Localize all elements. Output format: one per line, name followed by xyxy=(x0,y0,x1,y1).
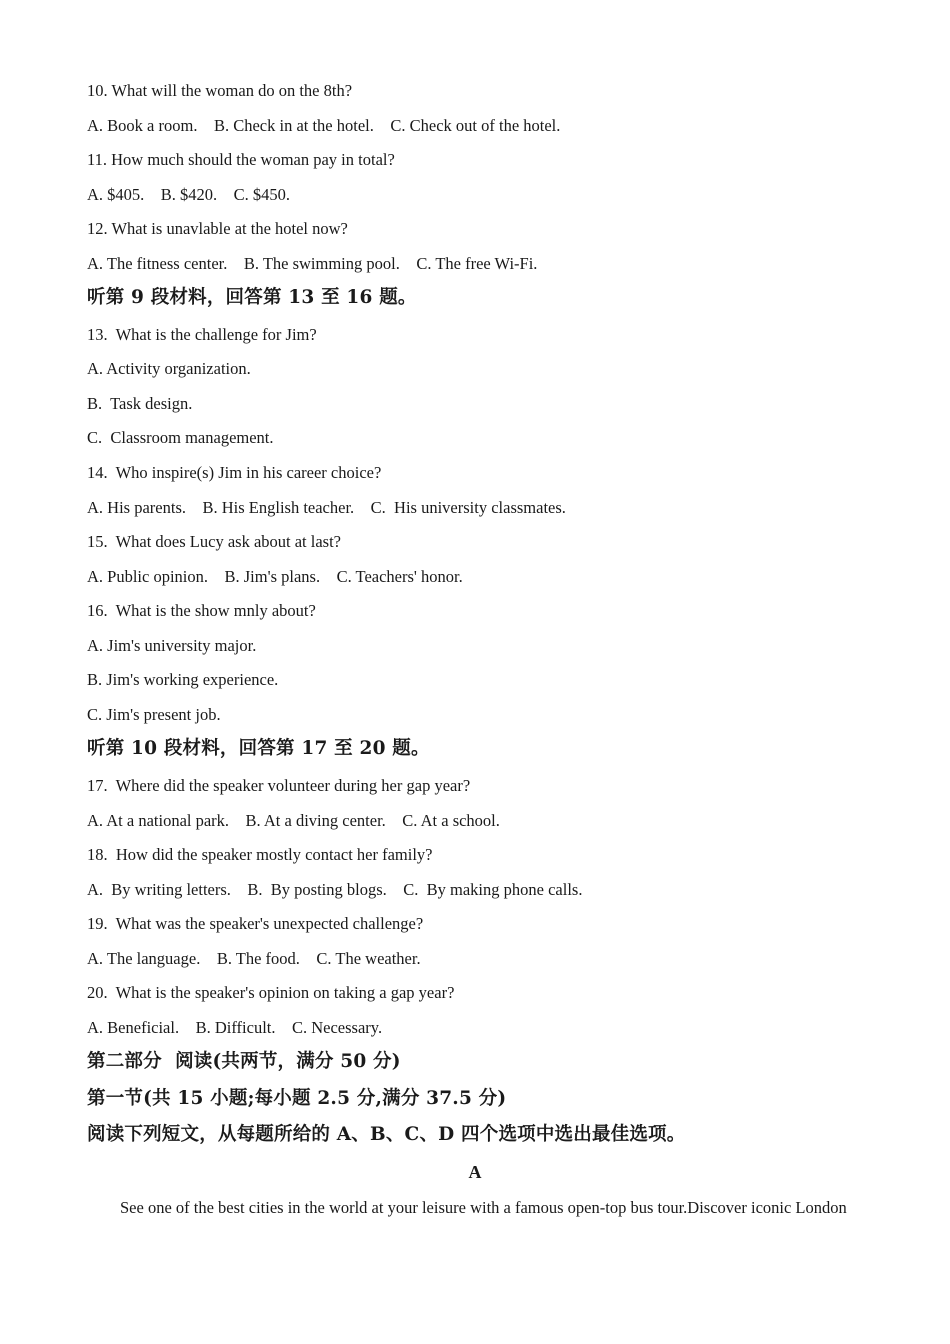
question-12: 12. What is unavlable at the hotel now? xyxy=(87,219,348,238)
option-13c: C. Classroom management. xyxy=(87,428,274,447)
section-heading-10: 听第 10 段材料，回答第 17 至 20 题。 xyxy=(87,738,430,759)
question-10: 10. What will the woman do on the 8th? xyxy=(87,81,353,100)
options-19: A. The language. B. The food. C. The weather. xyxy=(87,949,421,968)
section-one-heading: 第一节(共 15 小题;每小题 2.5 分,满分 37.5 分) xyxy=(87,1088,507,1109)
question-13: 13. What is the challenge for Jim? xyxy=(87,325,317,344)
options-11: A. $405. B. $420. C. $450. xyxy=(87,185,291,204)
option-16a: A. Jim's university major. xyxy=(87,636,257,655)
option-16c: C. Jim's present job. xyxy=(87,705,221,724)
options-17: A. At a national park. B. At a diving center. C. At a school. xyxy=(87,811,500,830)
options-15: A. Public opinion. B. Jim's plans. C. Teachers' honor. xyxy=(87,567,463,586)
question-15: 15. What does Lucy ask about at last? xyxy=(87,532,342,551)
options-10: A. Book a room. B. Check in at the hotel. C. Check out of the hotel. xyxy=(87,116,561,135)
passage-a-first-line: See one of the best cities in the world at your leisure with a famous open-top bus tour.Discover iconic London xyxy=(120,1198,847,1217)
options-14: A. His parents. B. His English teacher. C. His university classmates. xyxy=(87,498,566,517)
question-19: 19. What was the speaker's unexpected challenge? xyxy=(87,914,424,933)
question-18: 18. How did the speaker mostly contact her family? xyxy=(87,845,433,864)
options-12: A. The fitness center. B. The swimming pool. C. The free Wi-Fi. xyxy=(87,254,538,273)
question-16: 16. What is the show mnly about? xyxy=(87,601,316,620)
option-13b: B. Task design. xyxy=(87,394,193,413)
passage-label: A xyxy=(468,1162,482,1182)
option-13a: A. Activity organization. xyxy=(87,359,251,378)
question-17: 17. Where did the speaker volunteer during her gap year? xyxy=(87,776,471,795)
reading-instructions: 阅读下列短文，从每题所给的 A、B、C、D 四个选项中选出最佳选项。 xyxy=(87,1124,686,1145)
section-heading-9: 听第 9 段材料，回答第 13 至 16 题。 xyxy=(87,287,417,308)
options-20: A. Beneficial. B. Difficult. C. Necessary. xyxy=(87,1018,383,1037)
question-20: 20. What is the speaker's opinion on taking a gap year? xyxy=(87,983,455,1002)
option-16b: B. Jim's working experience. xyxy=(87,670,279,689)
question-11: 11. How much should the woman pay in total? xyxy=(87,150,395,169)
question-14: 14. Who inspire(s) Jim in his career choice? xyxy=(87,463,382,482)
part-two-heading: 第二部分 阅读(共两节，满分 50 分) xyxy=(87,1051,401,1072)
options-18: A. By writing letters. B. By posting blogs. C. By making phone calls. xyxy=(87,880,583,899)
